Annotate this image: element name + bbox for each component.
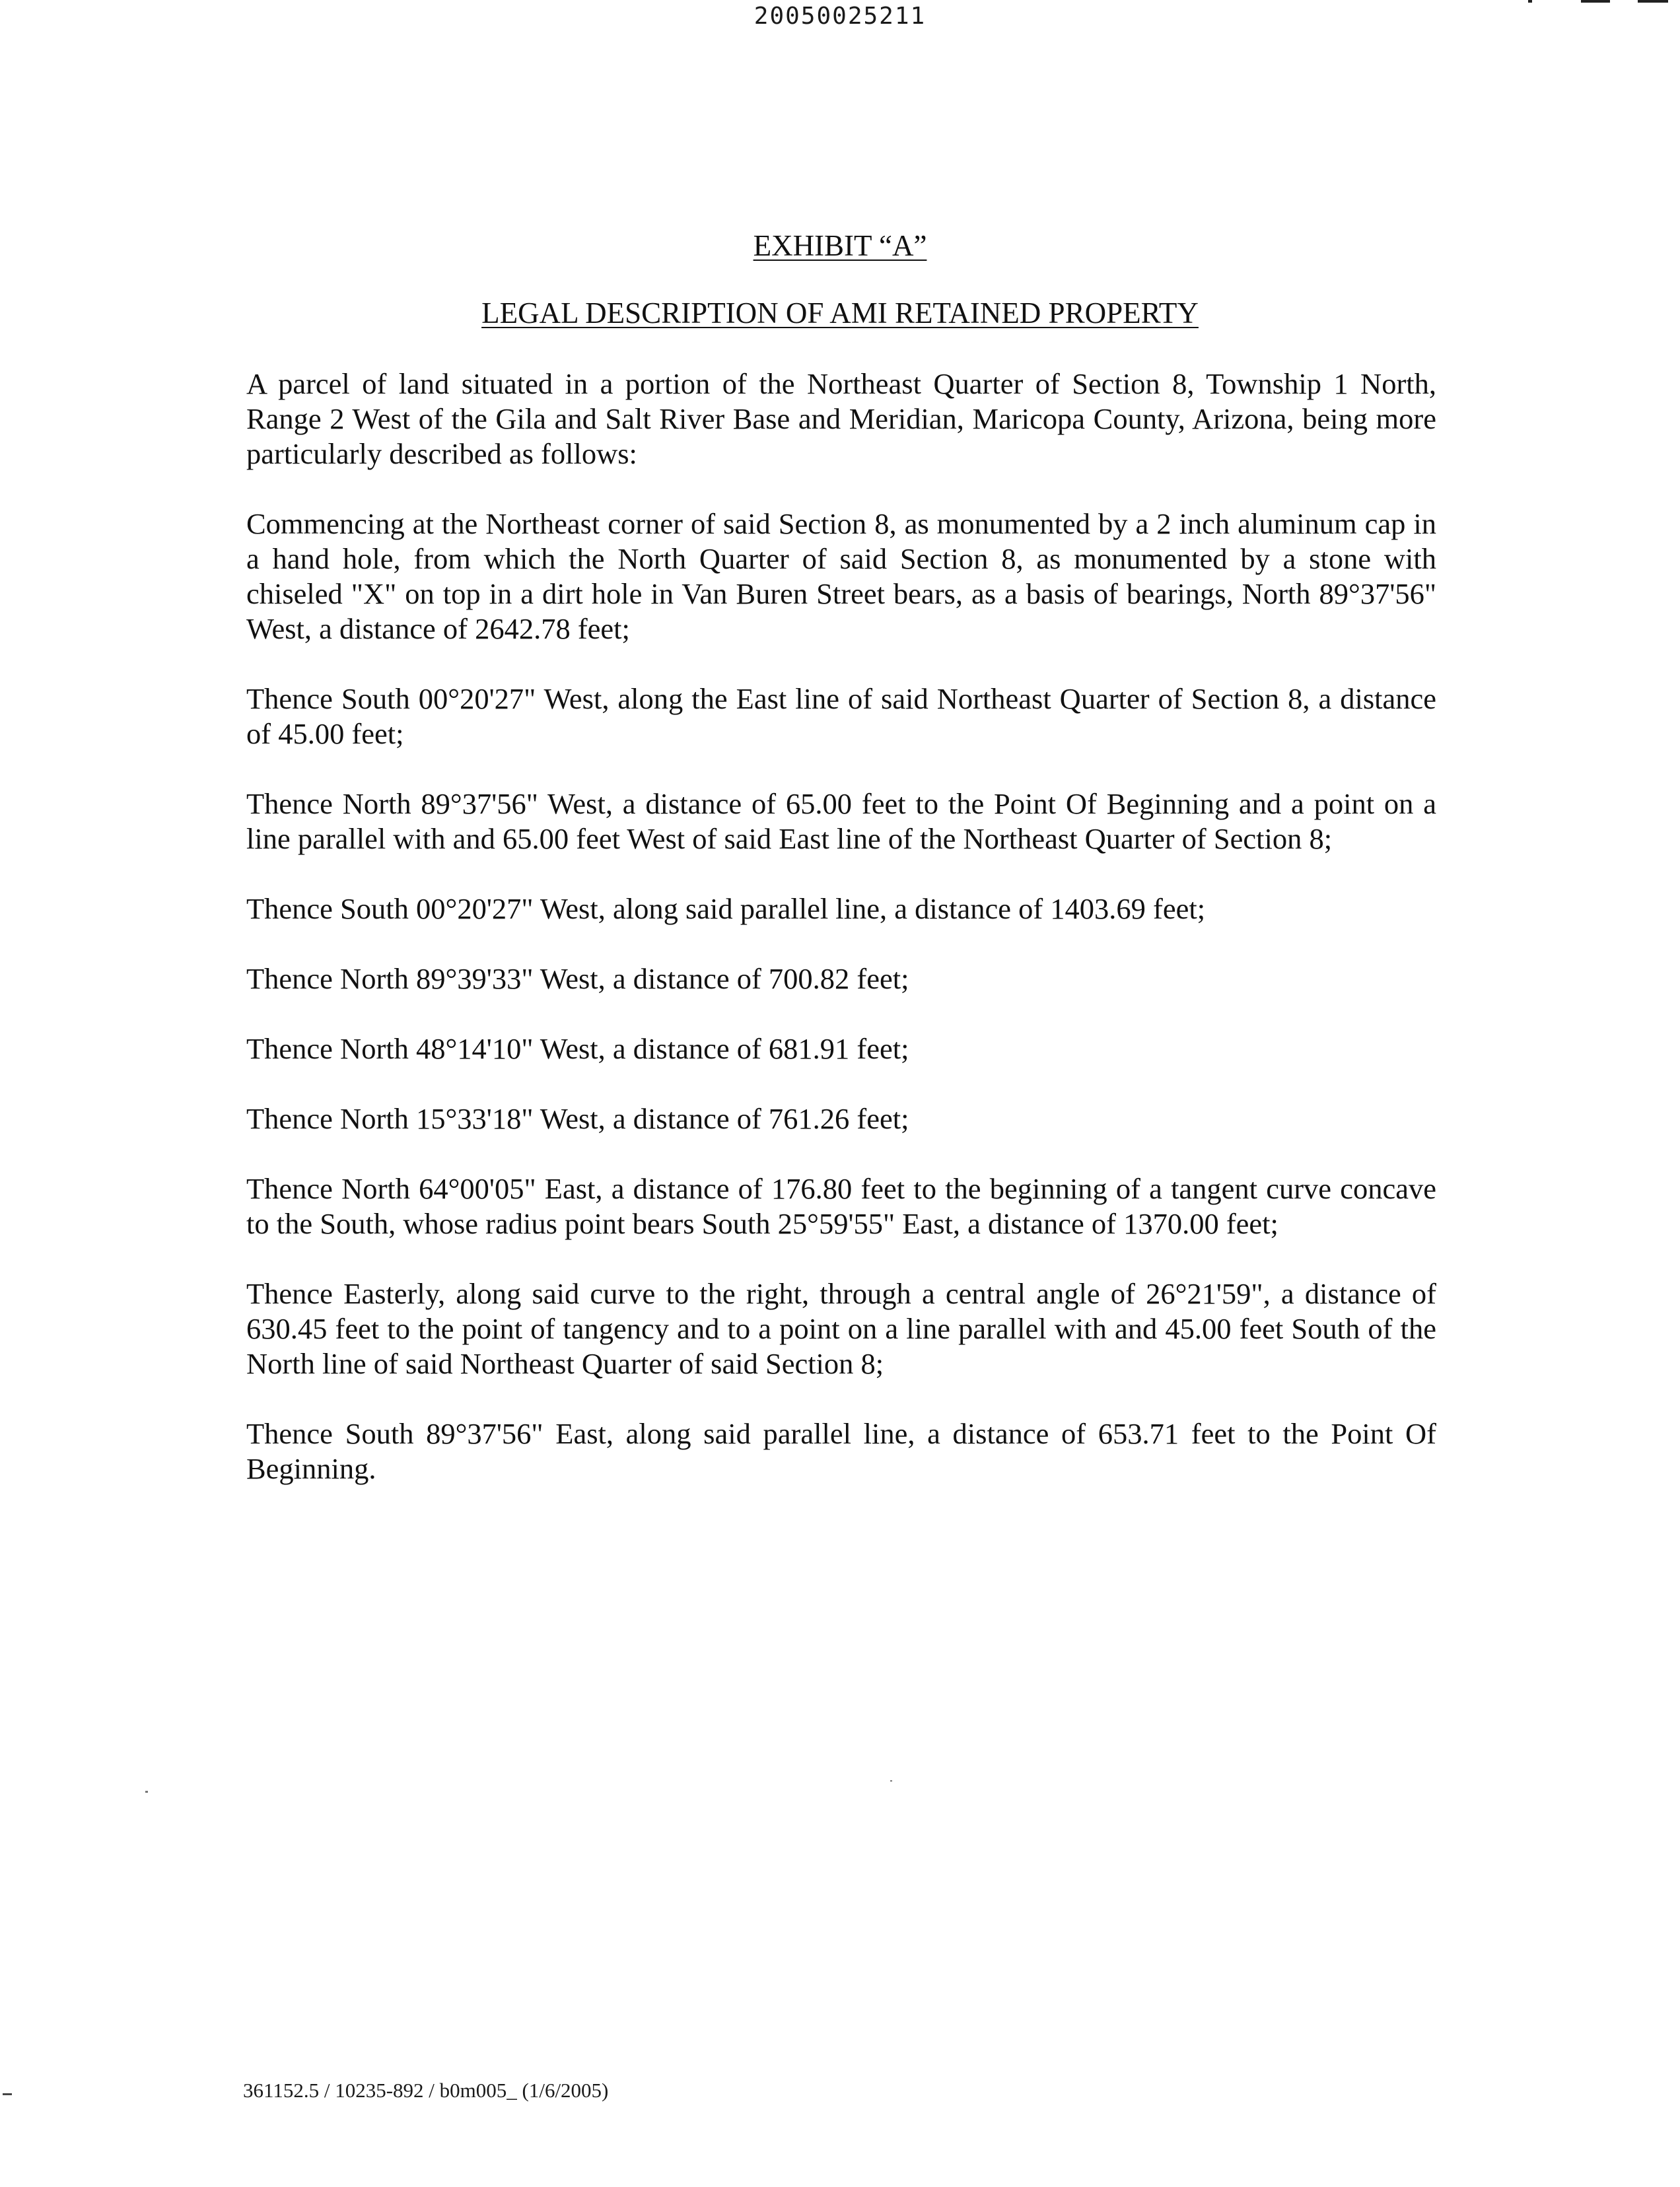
paragraph-course: Thence North 64°00'05" East, a distance of 176.80 feet to the beginning of a tangent curve concave to the South, whose radius point bears South 25°59'55" East, a distance of 1370.00 feet; xyxy=(246,1172,1436,1240)
paragraph-course: Thence North 15°33'18" West, a distance of 761.26 feet; xyxy=(246,1102,909,1135)
paragraph-parcel-intro: A parcel of land situated in a portion of the Northeast Quarter of Section 8, Township 1 North, Range 2 West of the Gila and Salt River Base and Meridian, Maricopa County, Arizona, being more particularly described as follows: xyxy=(246,367,1436,470)
paragraph-commencing: Commencing at the Northeast corner of said Section 8, as monumented by a 2 inch aluminum cap in a hand hole, from which the North Quarter of said Section 8, as monumented by a stone with chiseled "X" on top in a dirt hole in Van Buren Street bears, as a basis of bearings, North 89°37'56" West, a distance of 2642.78 feet; xyxy=(246,507,1436,645)
scan-mark xyxy=(1581,0,1610,3)
paragraph-course: Thence North 89°37'56" West, a distance of 65.00 feet to the Point Of Beginning and a point on a line parallel with and 65.00 feet West of said East line of the Northeast Quarter of Section 8; xyxy=(246,787,1436,855)
scan-speck xyxy=(145,1791,148,1793)
paragraph-closing-course: Thence South 89°37'56" East, along said parallel line, a distance of 653.71 feet to the Point Of Beginning. xyxy=(246,1417,1436,1485)
margin-mark xyxy=(3,2093,12,2095)
paragraph-course: Thence South 00°20'27" West, along said parallel line, a distance of 1403.69 feet; xyxy=(246,892,1206,925)
scan-mark xyxy=(1528,0,1532,3)
scan-mark xyxy=(1638,0,1668,3)
exhibit-title: EXHIBIT “A” xyxy=(753,229,927,262)
document-code: 361152.5 / 10235-892 / b0m005_ (1/6/2005) xyxy=(243,2079,609,2102)
scan-speck xyxy=(890,1780,892,1782)
recording-number: 20050025211 xyxy=(753,3,927,30)
paragraph-course: Thence North 89°39'33" West, a distance of 700.82 feet; xyxy=(246,962,909,995)
paragraph-course: Thence Easterly, along said curve to the right, through a central angle of 26°21'59", a distance of 630.45 feet to the point of tangency and to a point on a line parallel with and 45.00 feet South of the North line of said Northeast Quarter of said Section 8; xyxy=(246,1277,1436,1380)
paragraph-course: Thence North 48°14'10" West, a distance of 681.91 feet; xyxy=(246,1032,909,1065)
paragraph-course: Thence South 00°20'27" West, along the East line of said Northeast Quarter of Section 8, a distance of 45.00 feet; xyxy=(246,682,1436,750)
scan-corner-marks xyxy=(1482,0,1680,13)
legal-description-title: LEGAL DESCRIPTION OF AMI RETAINED PROPERTY xyxy=(481,296,1199,330)
legal-description-body xyxy=(246,366,1436,1521)
